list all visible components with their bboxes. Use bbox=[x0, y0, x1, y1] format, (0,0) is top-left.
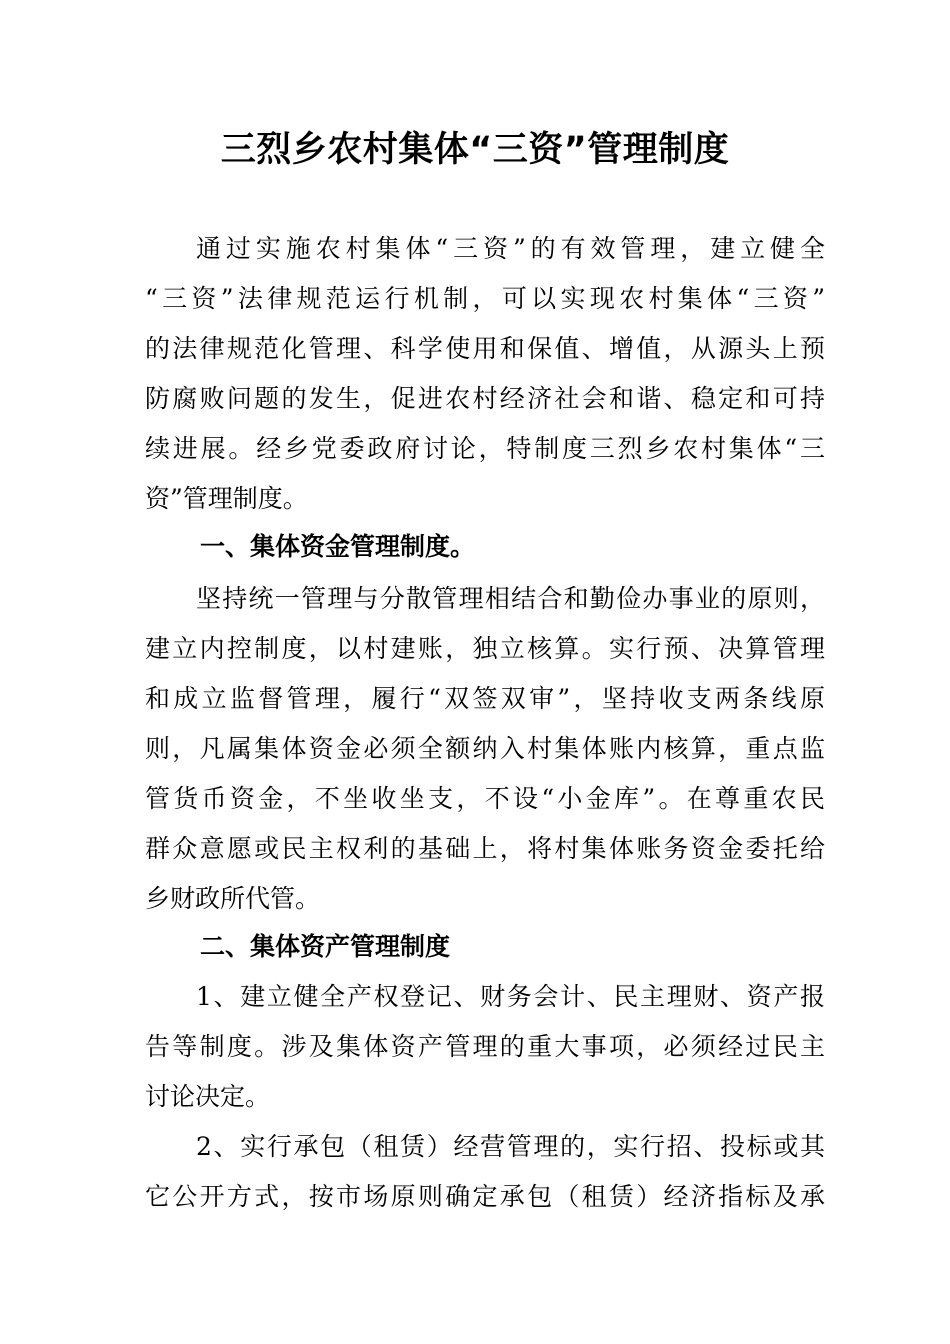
document-title: 三烈乡农村集体“三资”管理制度 bbox=[220, 130, 730, 170]
paragraph-line: 讨论决定。 bbox=[145, 1082, 271, 1111]
paragraph-line: 管货币资金，不坐收坐支，不设“小金库”。在尊重农民 bbox=[145, 784, 825, 813]
section-1-heading: 一、集体资金管理制度。 bbox=[200, 532, 476, 561]
section-2-heading: 二、集体资产管理制度 bbox=[200, 932, 451, 961]
paragraph-line: 告等制度。涉及集体资产管理的重大事项，必须经过民主 bbox=[145, 1032, 825, 1061]
paragraph-line: 群众意愿或民主权利的基础上，将村集体账务资金委托给 bbox=[145, 834, 825, 863]
paragraph-line: “三资”法律规范运行机制，可以实现农村集体“三资” bbox=[145, 284, 825, 313]
paragraph-line: 通过实施农村集体“三资”的有效管理，建立健全 bbox=[196, 234, 825, 263]
paragraph-line: 的法律规范化管理、科学使用和保值、增值，从源头上预 bbox=[145, 334, 825, 363]
paragraph-line: 乡财政所代管。 bbox=[145, 884, 321, 913]
paragraph-line: 资”管理制度。 bbox=[145, 484, 308, 513]
paragraph-line: 坚持统一管理与分散管理相结合和勤俭办事业的原则， bbox=[196, 584, 825, 613]
paragraph-line: 2、实行承包（租赁）经营管理的，实行招、投标或其 bbox=[196, 1132, 825, 1161]
paragraph-line: 和成立监督管理，履行“双签双审”，坚持收支两条线原 bbox=[145, 684, 825, 713]
paragraph-line: 则，凡属集体资金必须全额纳入村集体账内核算，重点监 bbox=[145, 734, 825, 763]
paragraph-line: 它公开方式，按市场原则确定承包（租赁）经济指标及承 bbox=[145, 1182, 825, 1211]
paragraph-line: 建立内控制度，以村建账，独立核算。实行预、决算管理 bbox=[145, 634, 825, 663]
paragraph-line: 1、建立健全产权登记、财务会计、民主理财、资产报 bbox=[196, 982, 825, 1011]
paragraph-line: 防腐败问题的发生，促进农村经济社会和谐、稳定和可持 bbox=[145, 384, 825, 413]
paragraph-line: 续进展。经乡党委政府讨论，特制度三烈乡农村集体“三 bbox=[145, 434, 825, 463]
